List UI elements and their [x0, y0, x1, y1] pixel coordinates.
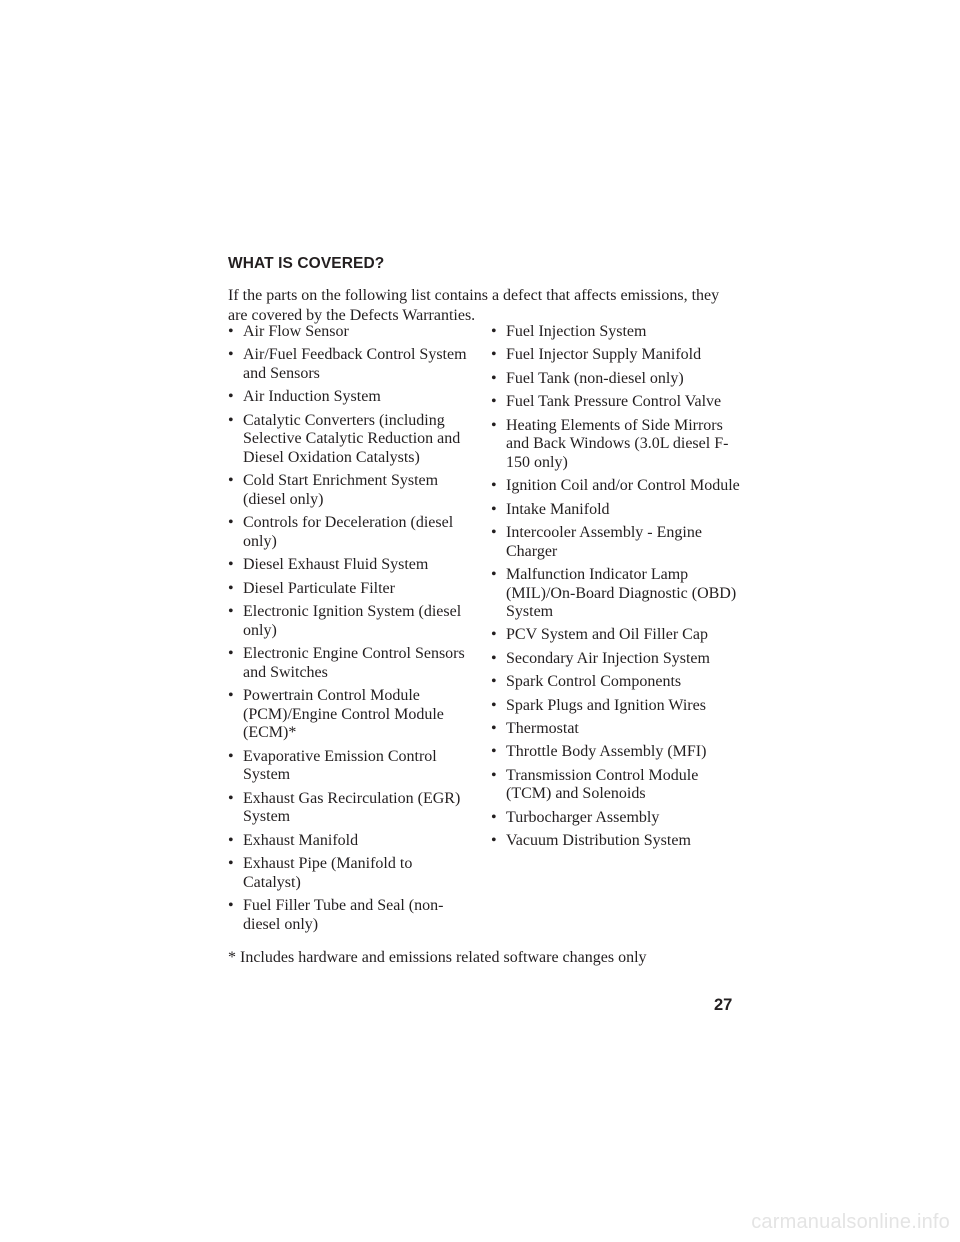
list-item-text: Evaporative Emission Control System	[243, 747, 437, 784]
bullet-icon: •	[228, 789, 234, 807]
list-item	[228, 832, 473, 851]
list-item	[491, 697, 741, 716]
section-heading: WHAT IS COVERED?	[228, 255, 385, 272]
bullet-icon: •	[228, 514, 234, 532]
list-item	[491, 673, 741, 692]
list-item	[228, 645, 473, 682]
bullet-icon: •	[491, 369, 497, 387]
list-item	[491, 370, 741, 389]
list-item-text: Turbocharger Assembly	[506, 808, 660, 826]
bullet-icon: •	[228, 831, 234, 849]
covered-parts-list-right	[491, 323, 741, 856]
bullet-icon: •	[228, 579, 234, 597]
list-item-text: Ignition Coil and/or Control Module	[506, 477, 740, 495]
list-item	[228, 687, 473, 743]
list-item	[228, 855, 473, 892]
bullet-icon: •	[491, 808, 497, 826]
list-item	[228, 603, 473, 640]
list-item	[228, 790, 473, 827]
list-item-text: Fuel Tank (non-diesel only)	[506, 369, 684, 387]
list-item-text: Heating Elements of Side Mirrors and Back Windows (3.0L diesel F-150 only)	[506, 416, 729, 471]
list-item-text: Powertrain Control Module (PCM)/Engine Control Module (ECM)*	[243, 687, 444, 742]
list-item	[228, 388, 473, 407]
footnote: * Includes hardware and emissions related software changes only	[228, 949, 647, 966]
list-item	[491, 809, 741, 828]
list-item	[491, 720, 741, 739]
bullet-icon: •	[491, 500, 497, 518]
bullet-icon: •	[228, 472, 234, 490]
list-item-text: Intercooler Assembly - Engine Charger	[506, 523, 702, 560]
list-item	[491, 650, 741, 669]
list-item-text: Electronic Ignition System (diesel only)	[243, 603, 462, 639]
watermark: carmanualsonline.info	[751, 1211, 950, 1233]
list-item	[228, 472, 473, 509]
list-item	[228, 897, 473, 934]
bullet-icon: •	[228, 346, 234, 364]
list-item-text: Air Flow Sensor	[243, 323, 349, 340]
bullet-icon: •	[228, 747, 234, 765]
list-item	[228, 323, 473, 342]
list-item	[228, 556, 473, 575]
list-item-text: Cold Start Enrichment System (diesel only)	[243, 472, 439, 508]
list-item-text: Diesel Particulate Filter	[243, 579, 395, 597]
list-item-text: Air Induction System	[243, 388, 381, 406]
list-item	[491, 767, 741, 804]
bullet-icon: •	[228, 687, 234, 705]
list-item-text: Exhaust Gas Recirculation (EGR) System	[243, 789, 461, 826]
list-item-text: Fuel Tank Pressure Control Valve	[506, 393, 722, 411]
list-item	[491, 566, 741, 622]
bullet-icon: •	[491, 477, 497, 495]
bullet-icon: •	[228, 411, 234, 429]
bullet-icon: •	[491, 393, 497, 411]
bullet-icon: •	[228, 603, 234, 621]
bullet-icon: •	[491, 346, 497, 364]
intro-paragraph: If the parts on the following list contains a defect that affects emissions, they are covered by the Defects Warranties.	[228, 287, 720, 324]
bullet-icon: •	[228, 388, 234, 406]
list-item-text: Throttle Body Assembly (MFI)	[506, 743, 707, 761]
list-item-text: Secondary Air Injection System	[506, 649, 710, 667]
list-item-text: Intake Manifold	[506, 500, 610, 518]
list-item-text: Spark Plugs and Ignition Wires	[506, 696, 706, 714]
list-item-text: Fuel Injector Supply Manifold	[506, 346, 702, 364]
list-item-text: Transmission Control Module (TCM) and Solenoids	[506, 766, 699, 803]
page-number: 27	[714, 996, 733, 1014]
bullet-icon: •	[491, 673, 497, 691]
list-item-text: PCV System and Oil Filler Cap	[506, 626, 708, 644]
list-item	[491, 346, 741, 365]
bullet-icon: •	[491, 565, 497, 583]
bullet-icon: •	[491, 649, 497, 667]
list-item	[228, 346, 473, 383]
bullet-icon: •	[491, 720, 497, 738]
list-item-text: Controls for Deceleration (diesel only)	[243, 514, 454, 550]
list-item-text: Thermostat	[506, 720, 579, 738]
list-item	[491, 743, 741, 762]
list-item-text: Vacuum Distribution System	[506, 832, 691, 850]
list-item	[491, 393, 741, 412]
list-item	[228, 514, 473, 551]
list-item-text: Electronic Engine Control Sensors and Switches	[243, 645, 465, 681]
list-item	[491, 417, 741, 473]
bullet-icon: •	[491, 696, 497, 714]
bullet-icon: •	[491, 766, 497, 784]
bullet-icon: •	[228, 896, 234, 914]
bullet-icon: •	[228, 323, 234, 340]
list-item	[228, 580, 473, 599]
bullet-icon: •	[228, 645, 234, 663]
bullet-icon: •	[491, 743, 497, 761]
list-item	[491, 832, 741, 851]
bullet-icon: •	[491, 832, 497, 850]
list-item	[491, 501, 741, 520]
list-item	[491, 323, 741, 342]
bullet-icon: •	[491, 523, 497, 541]
list-item-text: Fuel Injection System	[506, 323, 647, 340]
bullet-icon: •	[491, 626, 497, 644]
list-item-text: Malfunction Indicator Lamp (MIL)/On-Board Diagnostic (OBD) System	[506, 565, 737, 621]
list-item-text: Exhaust Pipe (Manifold to Catalyst)	[243, 855, 413, 891]
list-item	[228, 412, 473, 468]
list-item-text: Diesel Exhaust Fluid System	[243, 556, 429, 574]
covered-parts-list-left	[228, 323, 473, 939]
bullet-icon: •	[491, 416, 497, 434]
bullet-icon: •	[491, 323, 497, 340]
bullet-icon: •	[228, 855, 234, 872]
list-item-text: Spark Control Components	[506, 673, 682, 691]
list-item	[491, 524, 741, 561]
list-item-text: Air/Fuel Feedback Control System and Sensors	[243, 346, 467, 382]
list-item-text: Fuel Filler Tube and Seal (non-diesel only)	[243, 896, 444, 933]
list-item	[491, 477, 741, 496]
list-item	[228, 748, 473, 785]
bullet-icon: •	[228, 556, 234, 574]
list-item	[491, 626, 741, 645]
list-item-text: Exhaust Manifold	[243, 831, 359, 849]
list-item-text: Catalytic Converters (including Selective Catalytic Reduction and Diesel Oxidation Catalysts)	[243, 411, 461, 466]
